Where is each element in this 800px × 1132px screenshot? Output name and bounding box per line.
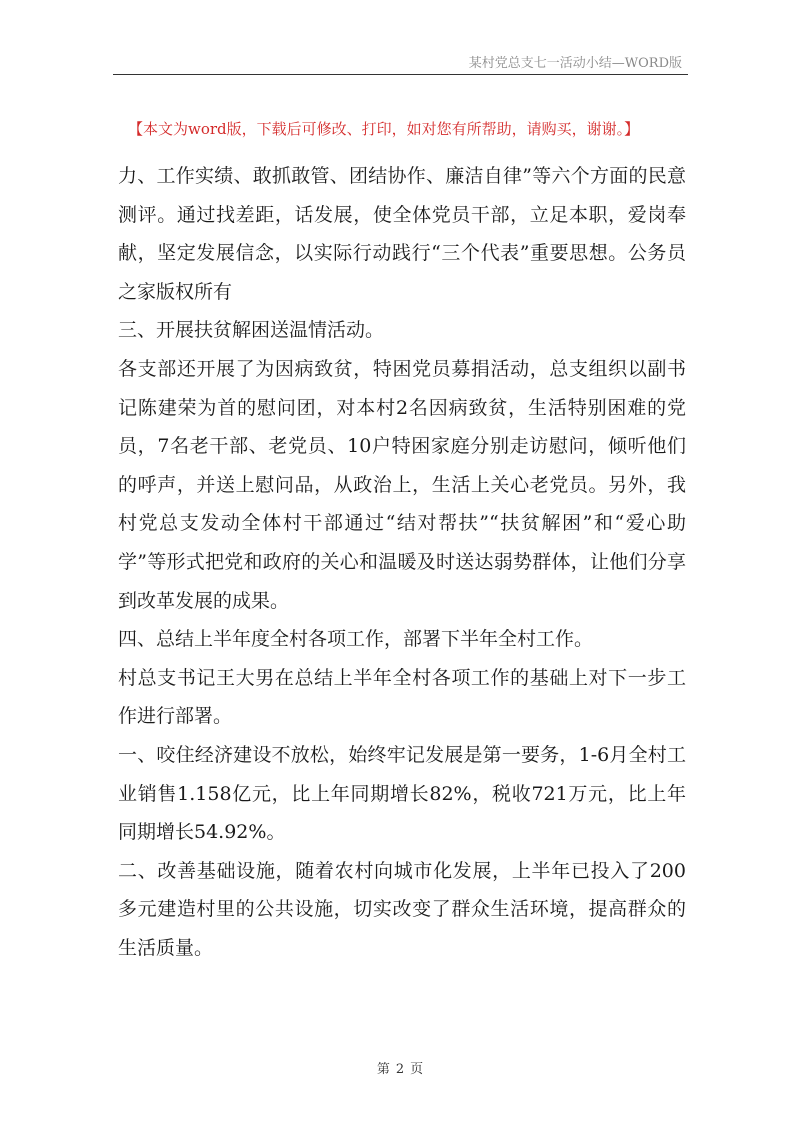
page-header-title: 某村党总支七一活动小结—WORD版: [468, 56, 682, 71]
page-suffix: 页: [410, 1062, 424, 1077]
paragraph: 一、咬住经济建设不放松，始终牢记发展是第一要务，1-6月全村工业销售1.158亿元，比上年同期增长82%，税收721万元，比上年同期增长54.92%。: [118, 743, 686, 844]
page-number: 2: [395, 1062, 405, 1077]
paragraph: 力、工作实绩、敢抓敢管、团结协作、廉洁自律”等六个方面的民意测评。通过找差距，话发展，使全体党员干部，立足本职，爱岗奉献，坚定发展信念，以实际行动践行“三个代表”重要思想。公务员之家版权所有: [118, 165, 686, 303]
header-divider: [113, 74, 688, 75]
paragraph: 各支部还开展了为因病致贫，特困党员募捐活动，总支组织以副书记陈建荣为首的慰问团，对本村2名因病致贫，生活特别困难的党员，7名老干部、老党员、10户特困家庭分别走访慰问，倾听他们的呼声，并送上慰问品，从政治上，生活上关心老党员。另外，我村党总支发动全体村干部通过“结对帮扶”“扶贫解困”和“爱心助学”等形式把党和政府的关心和温暖及时送达弱势群体，让他们分享到改革发展的成果。: [118, 357, 686, 612]
purchase-notice: 【本文为word版，下载后可修改、打印，如对您有所帮助，请购买，谢谢。】: [128, 120, 640, 138]
document-body: [118, 157, 686, 967]
paragraph: 二、改善基础设施，随着农村向城市化发展，上半年已投入了200多元建造村里的公共设施，切实改变了群众生活环境，提高群众的生活质量。: [118, 859, 686, 959]
section-heading: 四、总结上半年度全村各项工作，部署下半年全村工作。: [118, 628, 594, 651]
section-heading: 三、开展扶贫解困送温情活动。: [118, 319, 385, 342]
page-footer: [0, 1058, 800, 1077]
paragraph: 村总支书记王大男在总结上半年全村各项工作的基础上对下一步工作进行部署。: [118, 666, 686, 728]
page-prefix: 第: [376, 1062, 390, 1077]
